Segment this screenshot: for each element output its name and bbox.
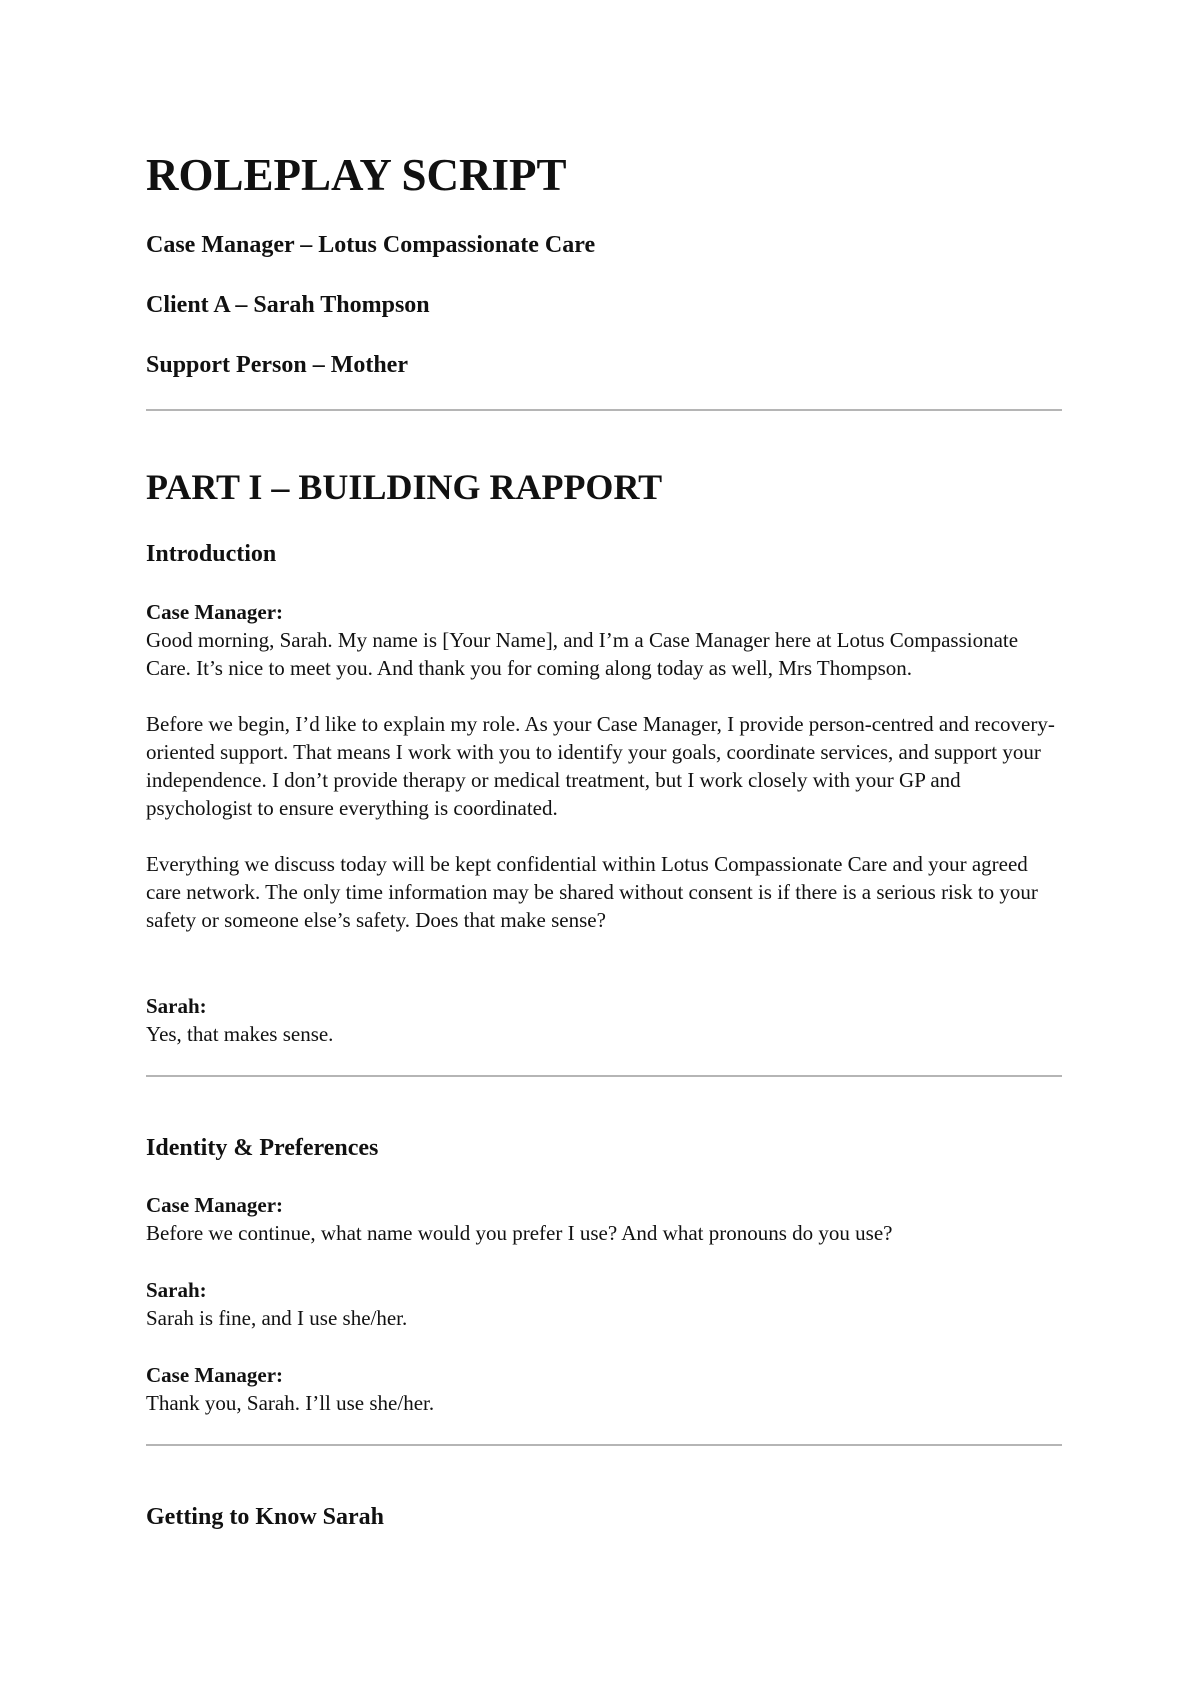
role-case-manager: Case Manager – Lotus Compassionate Care <box>146 232 596 258</box>
dialogue-line: Yes, that makes sense. <box>146 1022 334 1046</box>
dialogue-case-manager-identity <box>146 1191 1062 1247</box>
speaker-label: Case Manager: <box>146 1363 284 1387</box>
section-heading-introduction: Introduction <box>146 541 277 567</box>
speaker-label: Case Manager: <box>146 600 284 624</box>
dialogue-paragraph: Good morning, Sarah. My name is [Your Name], and I’m a Case Manager here at Lotus Compassionate Care. It’s nice to meet you. And thank you for coming along today as well, Mrs Thompson. <box>146 628 1019 680</box>
dialogue-line: Thank you, Sarah. I’ll use she/her. <box>146 1391 435 1415</box>
speaker-label: Case Manager: <box>146 1193 284 1217</box>
dialogue-line: Before we continue, what name would you prefer I use? And what pronouns do you use? <box>146 1221 893 1245</box>
dialogue-sarah-identity <box>146 1276 1062 1332</box>
dialogue-sarah-intro <box>146 992 1062 1048</box>
role-support-person: Support Person – Mother <box>146 352 408 378</box>
part-title: PART I – BUILDING RAPPORT <box>146 467 663 507</box>
divider <box>146 1444 1062 1446</box>
speaker-label: Sarah: <box>146 994 207 1018</box>
divider <box>146 409 1062 411</box>
divider <box>146 1075 1062 1077</box>
role-client: Client A – Sarah Thompson <box>146 292 430 318</box>
dialogue-paragraph: Before we begin, I’d like to explain my role. As your Case Manager, I provide person-centred and recovery-oriented support. That means I work with you to identify your goals, coordinate services, and support your independence. I don’t provide therapy or medical treatment, but I work closely with your GP and psychologist to ensure everything is coordinated. <box>146 712 1055 820</box>
section-heading-identity: Identity & Preferences <box>146 1135 379 1161</box>
dialogue-paragraph: Everything we discuss today will be kept confidential within Lotus Compassionate Care and your agreed care network. The only time information may be shared without consent is if there is a serious risk to your safety or someone else’s safety. Does that make sense? <box>146 852 1038 932</box>
dialogue-case-manager-intro <box>146 598 1062 934</box>
dialogue-case-manager-pronouns <box>146 1361 1062 1417</box>
speaker-label: Sarah: <box>146 1278 207 1302</box>
dialogue-line: Sarah is fine, and I use she/her. <box>146 1306 408 1330</box>
section-heading-getting-to-know: Getting to Know Sarah <box>146 1504 385 1530</box>
document-title: ROLEPLAY SCRIPT <box>146 150 567 200</box>
